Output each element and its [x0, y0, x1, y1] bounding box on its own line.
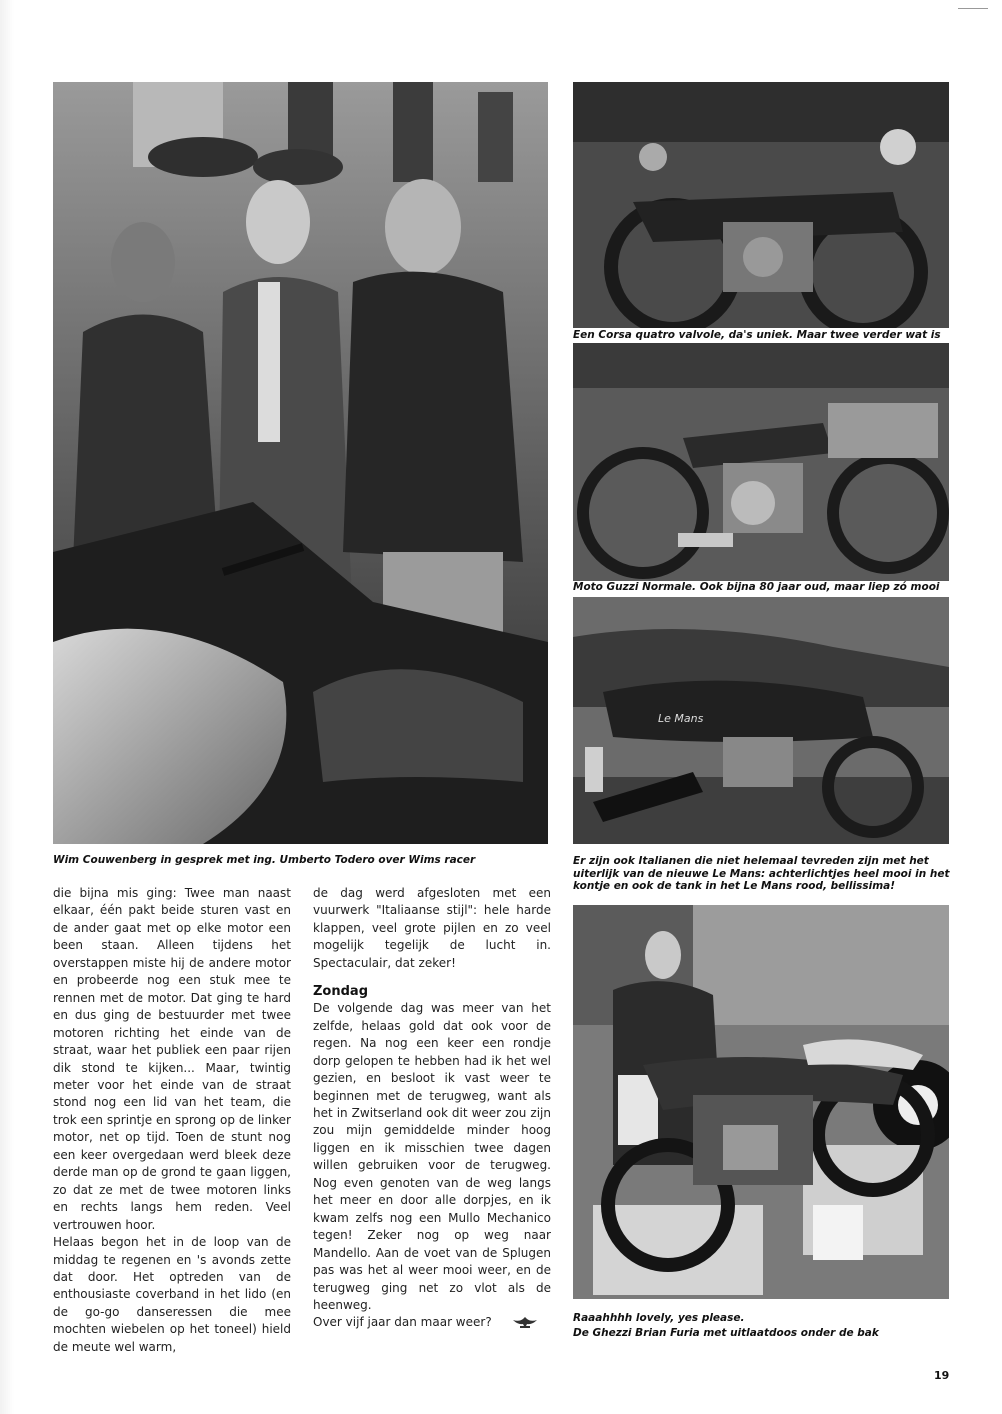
column2-paragraph-2: De volgende dag was meer van het zelfde, helaas gold dat ook voor de regen. Na nog een keer een rondje dorp gelopen te hebben had ik het wel gezien, en besloot ik vast weer te beginnen met de terugweg, want als het in Zwitserland ook dit weer zou zijn zou mijn gemiddelde minder hoog liggen en ik misschien twee dagen willen gebruiken voor de terugweg. Nog even genoten van de weg langs het meer en door alle dorpjes, en ik kwam zelfs nog een Mullo Mechanico tegen! Zeker nog op weg naar Mandello. Aan de voet van de Splugen pas was het al weer mooi weer, en de terugweg ging net zo vlot als de heenweg. [313, 1001, 551, 1312]
ghezzi-caption-line2: De Ghezzi Brian Furia met uitlaatdoos onder de bak [573, 1327, 879, 1339]
section-heading: Zondag [313, 984, 368, 1000]
main-caption: Wim Couwenberg in gesprek met ing. Umberto Todero over Wims racer [53, 854, 476, 866]
main-photo [53, 82, 548, 844]
lemans-caption: Er zijn ook Italianen die niet helemaal tevreden zijn met het uiterlijk van de nieuwe Le Mans: achterlichtjes heel mooi in het kontje en ook de tank in het Le Mans rood, bellissima! [573, 855, 950, 892]
normale-caption: Moto Guzzi Normale. Ook bijna 80 jaar oud, maar liep zó mooi [573, 581, 940, 593]
ghezzi-caption-line1: Raaahhhh lovely, yes please. [573, 1312, 745, 1324]
scan-edge-shadow [0, 0, 14, 1414]
le-mans-tank-logo: Le Mans [658, 712, 704, 725]
normale-photo [573, 343, 949, 581]
ghezzi-photo [573, 905, 949, 1299]
column2-paragraph-1: de dag werd afgesloten met een vuurwerk "Italiaanse stijl": hele harde klappen, veel grote pijlen en zo veel mogelijk tegelijk de lucht in. Spectaculair, dat zeker! [313, 886, 551, 970]
eagle-end-mark-icon [512, 1316, 538, 1330]
corsa-photo [573, 82, 949, 328]
article-column-1 [53, 885, 291, 1356]
column1-paragraph-2: Helaas begon het in de loop van de middag te regenen en 's avonds zette dat door. Het optreden van de enthousiaste coverband in het lido (en de go-go danseressen die mee mochten wiebelen op het toneel) hield de meute wel warm, [53, 1235, 291, 1354]
page-number: 19 [934, 1369, 950, 1382]
closing-line [313, 1314, 551, 1331]
article-column-2 [313, 885, 551, 1332]
lemans-photo [573, 597, 949, 844]
column2-closing-text: Over vijf jaar dan maar weer? [313, 1315, 492, 1330]
corsa-caption: Een Corsa quatro valvole, da's uniek. Maar twee verder wat is [573, 329, 941, 341]
column1-paragraph-1: die bijna mis ging: Twee man naast elkaar, één pakt beide sturen vast en de ander gaat met op elke motor een been staan. Alleen tijdens het overstappen miste hij de andere motor en probeerde nog een stuk mee te rennen met de motor. Dat ging te hard en dus ging de bestuurder met twee motoren richting het einde van de straat, waar het publiek een paar rijen dik stond te kijken... Maar, twintig meter voor het einde van de straat stond nog een lid van het team, die trok een sprintje en sprong op de linker motor, net op tijd. Toen de stunt nog een keer overgedaan werd bleek deze derde man op de grond te gaan liggen, zo dat ze met de twee motoren links en rechts langs hem reden. Veel vertrouwen hoor. [53, 886, 291, 1232]
top-rule [958, 8, 988, 9]
